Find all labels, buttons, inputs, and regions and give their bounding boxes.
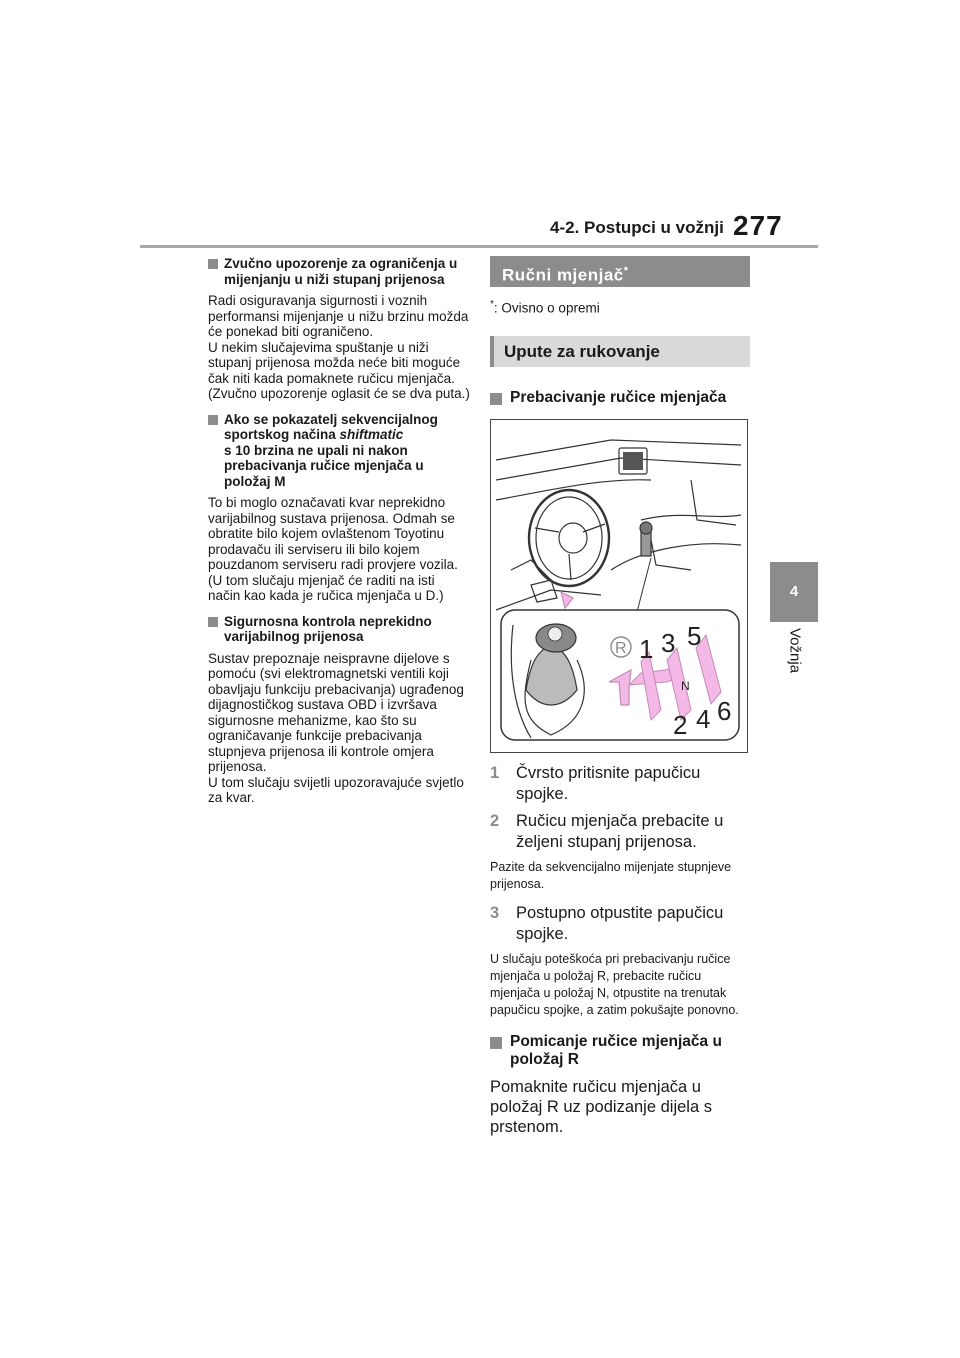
heading-text: Sigurnosna kontrola neprekidno varijabilnog prijenosa bbox=[224, 613, 432, 644]
gear-label-3: 3 bbox=[661, 627, 676, 658]
step-number: 3 bbox=[490, 903, 500, 922]
chapter-tab: 4 bbox=[770, 562, 818, 622]
step-text: Ručicu mjenjača prebacite u željeni stupanj prijenosa. bbox=[516, 811, 724, 851]
right-column bbox=[490, 256, 752, 1137]
page-number: 277 bbox=[733, 210, 783, 241]
step-3 bbox=[490, 903, 752, 945]
header-rule bbox=[140, 245, 818, 248]
square-bullet-icon bbox=[208, 617, 218, 627]
gear-label-1: 1 bbox=[639, 633, 654, 664]
cabin-drawing bbox=[491, 420, 747, 752]
step-2 bbox=[490, 811, 752, 853]
square-bullet-icon bbox=[490, 393, 502, 405]
section-body: To bi moglo označavati kvar neprekidno varijabilnog sustava prijenosa. Odmah se obratite bilo kojem ovlaštenom Toyotinu prodavaču ili serviseru ili bilo kojem pouzdanom serviseru radi provjere vozila. (U tom slučaju mjenjač će raditi na isti način kao kada je ručica mjenjača u D.) bbox=[208, 495, 458, 603]
chapter-label-text: Vožnja bbox=[786, 628, 804, 674]
step-text: Čvrsto pritisnite papučicu spojke. bbox=[516, 763, 701, 803]
square-bullet-icon bbox=[208, 415, 218, 425]
subheading-reverse bbox=[490, 1033, 752, 1069]
subheading-text: Prebacivanje ručice mjenjača bbox=[510, 388, 727, 406]
heading-text-pre: Ako se pokazatelj sekvencijalnog sportskog načina bbox=[224, 411, 438, 442]
gear-label-4: 4 bbox=[696, 703, 711, 734]
section-body: Radi osiguravanja sigurnosti i voznih performansi mijenjanje u nižu brzinu možda će ponekad biti ograničeno. U nekim slučajevima spuštanje u niži stupanj prijenosa možda neće biti moguće čak niti kada pomaknete ručicu mjenjača. (Zvučno upozorenje oglasit će se dva puta.) bbox=[208, 293, 470, 401]
footnote-mark: * bbox=[490, 299, 494, 310]
square-bullet-icon bbox=[490, 1037, 502, 1049]
footnote bbox=[490, 299, 752, 316]
gearshift-illustration bbox=[490, 419, 748, 753]
section-heading bbox=[208, 256, 470, 287]
step-number: 1 bbox=[490, 763, 500, 782]
heading-text: Zvučno upozorenje za ograničenja u mijenjanju u niži stupanj prijenosa bbox=[224, 256, 458, 287]
subheading-text: Pomicanje ručice mjenjača u položaj R bbox=[510, 1032, 722, 1068]
section-title: 4-2. Postupci u vožnji bbox=[550, 218, 724, 237]
step-number: 2 bbox=[490, 811, 500, 830]
reverse-instructions: Pomaknite ručicu mjenjača u položaj R uz podizanje dijela s prstenom. bbox=[490, 1077, 712, 1136]
heading-text-italic: shiftmatic bbox=[339, 427, 404, 442]
gear-label-5: 5 bbox=[687, 620, 702, 651]
heading-text-post: s 10 brzina ne upali ni nakon prebacivanja ručice mjenjača u položaj M bbox=[224, 442, 424, 489]
subheading-shifting bbox=[490, 389, 752, 407]
section-heading bbox=[208, 614, 470, 645]
left-column bbox=[208, 256, 470, 816]
gear-label-2: 2 bbox=[673, 709, 688, 740]
title-asterisk: * bbox=[623, 265, 629, 277]
step-text: Postupno otpustite papučicu spojke. bbox=[516, 903, 724, 943]
section-body: Sustav prepoznaje neispravne dijelove s pomoću (svi elektromagnetski ventili koji obavljaju funkciju prebacivanja) ugrađenog dijagnostičkog sustava OBD i izvršava sigurnosne mehanizme, kao što su ograničavanje funkcije prebacivanja stupnjeva prijenosa ili kontrole omjera prijenosa. U tom slučaju svijetli upozoravajuće svjetlo za kvar. bbox=[208, 650, 464, 805]
step-1 bbox=[490, 763, 752, 805]
subsection-title: Upute za rukovanje bbox=[490, 336, 750, 367]
title-text: Ručni mjenjač bbox=[502, 265, 624, 285]
chapter-label bbox=[775, 628, 815, 708]
step-note: Pazite da sekvencijalno mijenjate stupnjeve prijenosa. bbox=[490, 859, 732, 891]
gear-label-6: 6 bbox=[717, 695, 732, 726]
chapter-section-title bbox=[490, 256, 750, 287]
square-bullet-icon bbox=[208, 259, 218, 269]
footnote-text: : Ovisno o opremi bbox=[493, 300, 600, 316]
gear-label-R: R bbox=[615, 639, 627, 657]
section-heading bbox=[208, 412, 470, 490]
step-note: U slučaju poteškoća pri prebacivanju ručice mjenjača u položaj R, prebacite ručicu mjenjača u položaj N, otpustite na trenutak papučicu spojke, a zatim pokušajte ponovno. bbox=[490, 951, 739, 1017]
gear-label-N: N bbox=[681, 678, 690, 693]
